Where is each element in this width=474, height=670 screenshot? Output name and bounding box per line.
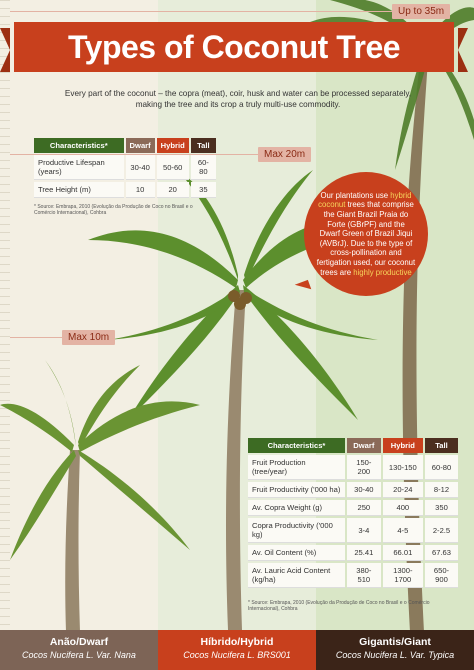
- hybrid-height-tag: Max 20m: [258, 147, 311, 162]
- bubble-text: [316, 191, 416, 277]
- table1-source: * Source: Embrapa, 2010 (Evolução da Produção de Coco no Brasil e o Comércio Internacional), Cohbra: [34, 204, 193, 216]
- lifespan-table: [32, 136, 218, 200]
- table-header-row: [248, 438, 458, 453]
- footer-dwarf-latin: Cocos Nucifera L. Var. Nana: [22, 650, 136, 660]
- dwarf-height-tag: Max 10m: [62, 330, 115, 345]
- row-label: Fruit Production (tree/year): [248, 455, 345, 480]
- bubble-text-part1: Our plantations use: [320, 190, 389, 200]
- row-label: Fruit Productivity ('000 ha): [248, 482, 345, 498]
- cell-hybrid: 400: [383, 500, 423, 516]
- table-row: [248, 482, 458, 498]
- cell-hybrid: 20-24: [383, 482, 423, 498]
- row-label: Tree Height (m): [34, 182, 124, 198]
- cell-tall: 60-80: [425, 455, 458, 480]
- bubble-highlight-productive: highly productive: [353, 267, 412, 277]
- cell-tall: 350: [425, 500, 458, 516]
- cell-tall: 67.63: [425, 545, 458, 561]
- table-row: [248, 500, 458, 516]
- cell-tall: 35: [191, 182, 216, 198]
- cell-dwarf: 30-40: [126, 155, 155, 180]
- footer-hybrid: [158, 630, 316, 670]
- footer-tall-name: Gigantis/Giant: [359, 636, 431, 648]
- footer-dwarf-name: Anão/Dwarf: [49, 636, 109, 648]
- table-row: [248, 563, 458, 588]
- footer: [0, 630, 474, 670]
- row-label: Productive Lifespan (years): [34, 155, 124, 180]
- bubble-highlight-hybrid: hybrid coconut: [318, 190, 412, 210]
- cell-hybrid: 50-60: [157, 155, 189, 180]
- page-title: Types of Coconut Tree: [67, 28, 401, 65]
- cell-tall: 2-2.5: [425, 518, 458, 543]
- intro-text: Every part of the coconut – the copra (meat), coir, husk and water can be processed separately, making the tree and its crop a truly multi-use commodity.: [64, 89, 412, 109]
- column-header-hybrid: Hybrid: [157, 138, 189, 153]
- row-label: Copra Productivity ('000 kg): [248, 518, 345, 543]
- hybrid-callout-bubble: [304, 172, 428, 296]
- palm-tree-dwarf-image: [0, 360, 210, 632]
- column-header-hybrid: Hybrid: [383, 438, 423, 453]
- cell-dwarf: 250: [347, 500, 381, 516]
- table-header-row: [34, 138, 216, 153]
- productivity-table: [246, 436, 460, 590]
- cell-hybrid: 20: [157, 182, 189, 198]
- table-row: [248, 455, 458, 480]
- column-header-tall: Tall: [425, 438, 458, 453]
- row-label: Av. Lauric Acid Content (kg/ha): [248, 563, 345, 588]
- title-banner: [14, 22, 454, 72]
- cell-tall: 650-900: [425, 563, 458, 588]
- table-row: [34, 182, 216, 198]
- cell-dwarf: 30-40: [347, 482, 381, 498]
- cell-dwarf: 3-4: [347, 518, 381, 543]
- row-label: Av. Copra Weight (g): [248, 500, 345, 516]
- footer-tall: [316, 630, 474, 670]
- column-header-tall: Tall: [191, 138, 216, 153]
- table2-source: * Source: Embrapa, 2010 (Evolução da Produção de Coco no Brasil e o Comércio Internacional), Cohbra: [248, 600, 430, 612]
- bubble-text-part2: trees that comprise the Giant Brazil Praia do Forte (GBrPF) and the Dwarf Green of Brazil Jiqui (AVBrJ). Due to the type of cross-pollination and fertigation used, our coconut trees are: [316, 200, 416, 277]
- cell-dwarf: 25.41: [347, 545, 381, 561]
- column-header-dwarf: Dwarf: [347, 438, 381, 453]
- dwarf-height-line: [10, 337, 62, 338]
- column-header-characteristics: Characteristics*: [248, 438, 345, 453]
- cell-dwarf: 150-200: [347, 455, 381, 480]
- footer-hybrid-latin: Cocos Nucifera L. BRS001: [183, 650, 291, 660]
- table-row: [248, 545, 458, 561]
- footer-tall-latin: Cocos Nucifera L. Var. Typica: [335, 650, 455, 660]
- cell-tall: 60-80: [191, 155, 216, 180]
- tall-height-tag: Up to 35m: [392, 4, 450, 19]
- table-row: [248, 518, 458, 543]
- footer-dwarf: [0, 630, 158, 670]
- cell-hybrid: 130-150: [383, 455, 423, 480]
- table-row: [34, 155, 216, 180]
- cell-hybrid: 66.01: [383, 545, 423, 561]
- tall-height-line: [10, 11, 392, 12]
- footer-hybrid-name: Híbrido/Hybrid: [200, 636, 274, 648]
- column-header-dwarf: Dwarf: [126, 138, 155, 153]
- row-label: Av. Oil Content (%): [248, 545, 345, 561]
- cell-hybrid: 1300-1700: [383, 563, 423, 588]
- cell-dwarf: 10: [126, 182, 155, 198]
- column-header-characteristics: Characteristics*: [34, 138, 124, 153]
- cell-dwarf: 380-510: [347, 563, 381, 588]
- cell-hybrid: 4-5: [383, 518, 423, 543]
- cell-tall: 8-12: [425, 482, 458, 498]
